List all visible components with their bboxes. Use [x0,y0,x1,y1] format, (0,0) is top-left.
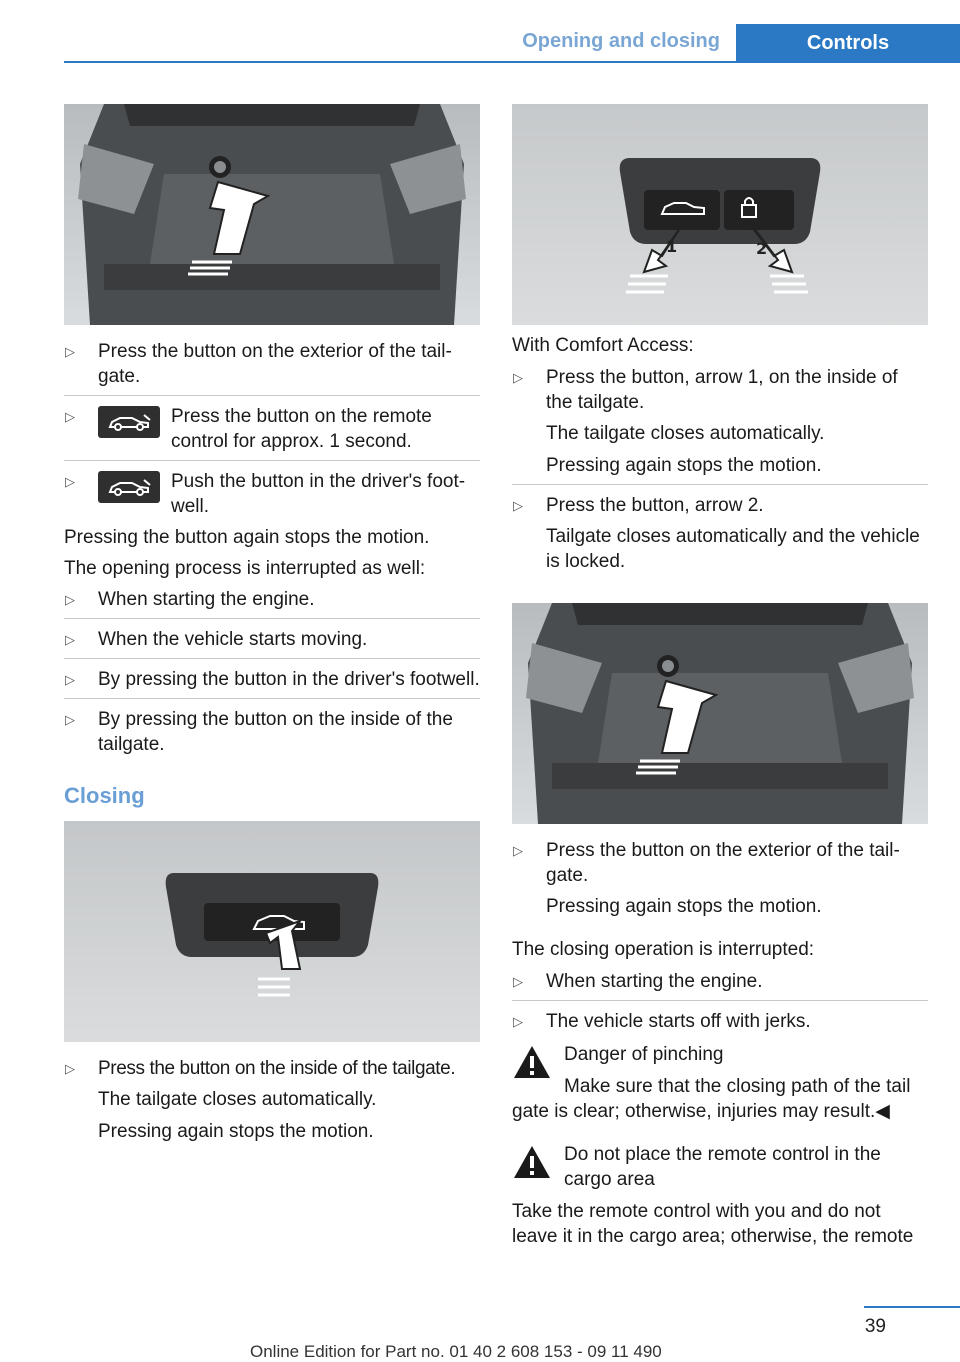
triangle-bullet-icon: ▷ [65,409,75,424]
list-item: ▷ When starting the engine. [65,589,315,610]
list-item: ▷ Press the button on the inside of the tailgate. [65,1058,456,1079]
paragraph: Pressing again stops the motion. [98,1121,374,1142]
triangle-bullet-icon: ▷ [513,1014,523,1029]
triangle-bullet-icon: ▷ [513,370,523,385]
warning-title: Do not place the remote control in the [564,1144,881,1165]
divider [64,698,480,699]
warning-text-line: Make sure that the closing path of the tail [564,1076,911,1097]
footer-rule [864,1306,960,1308]
inside-button-figure [64,821,480,1042]
warning-text: Take the remote control with you and do not leave it in the cargo area; otherwise, the remote [512,1201,914,1247]
arrow-label-1: 1 [666,237,678,256]
right-column [512,104,928,1249]
paragraph: Pressing again stops the motion. [546,896,822,917]
triangle-bullet-icon: ▷ [65,1061,75,1076]
paragraph: The tailgate closes automatically. [546,423,825,444]
comfort-access-buttons-figure [512,104,928,325]
paragraph: Pressing again stops the motion. [546,455,822,476]
triangle-bullet-icon: ▷ [513,498,523,513]
list-item: ▷ When the vehicle starts moving. [65,629,368,650]
paragraph: Tailgate closes automatically and the vehicle is locked. [546,526,920,572]
paragraph: Pressing the button again stops the motion. [64,527,430,548]
header-rule [64,61,960,63]
divider [512,1000,928,1001]
warning-text-line: gate is clear; otherwise, injuries may result.◀ [512,1101,890,1122]
section-heading: Closing [64,783,145,808]
tailgate-exterior-figure-2 [512,603,928,824]
paragraph: The closing operation is interrupted: [512,939,815,960]
list-item: ▷ By pressing the button in the driver's footwell. [65,669,480,690]
tailgate-button-icon [98,471,160,503]
paragraph: With Comfort Access: [512,335,694,356]
list-item: ▷ Press the button on the exterior of the tailgate. [65,341,452,387]
list-item: ▷ Press the button on the remote control for approx. 1 second. [65,406,432,452]
triangle-bullet-icon: ▷ [65,712,75,727]
list-item: ▷ By pressing the button on the inside of the tailgate. [65,709,453,755]
divider [64,395,480,396]
triangle-bullet-icon: ▷ [513,974,523,989]
warning-title: cargo area [564,1169,655,1190]
divider [64,460,480,461]
list-item: ▷ Push the button in the driver's footwell. [65,471,466,517]
chapter-tab: Controls [736,24,960,63]
tailgate-button-icon [98,406,160,438]
list-item: ▷ Press the button, arrow 2. [513,495,764,516]
list-item: ▷ When starting the engine. [513,971,763,992]
list-item: ▷ Press the button, arrow 1, on the inside of the tailgate. [513,367,898,413]
list-item: ▷ Press the button on the exterior of the tailgate. [513,840,900,886]
divider [64,658,480,659]
warning-block [512,1142,928,1249]
warning-triangle-icon [512,1144,552,1180]
triangle-bullet-icon: ▷ [65,344,75,359]
left-column [64,104,480,1144]
triangle-bullet-icon: ▷ [65,592,75,607]
triangle-bullet-icon: ▷ [65,632,75,647]
divider [64,618,480,619]
paragraph: The tailgate closes automatically. [98,1089,377,1110]
paragraph: The opening process is interrupted as well: [64,558,426,579]
warning-triangle-icon [512,1044,552,1080]
page-header [0,0,960,64]
warning-block [512,1042,928,1124]
section-title: Opening and closing [522,30,720,52]
page-number: 39 [864,1316,886,1337]
list-item: ▷ The vehicle starts off with jerks. [513,1011,811,1032]
edition-footer: Online Edition for Part no. 01 40 2 608 153 - 09 11 490 [250,1342,662,1361]
warning-title: Danger of pinching [564,1044,724,1065]
triangle-bullet-icon: ▷ [513,843,523,858]
triangle-bullet-icon: ▷ [65,672,75,687]
tailgate-exterior-figure [64,104,480,325]
divider [512,484,928,485]
arrow-label-2: 2 [756,239,768,258]
triangle-bullet-icon: ▷ [65,474,75,489]
